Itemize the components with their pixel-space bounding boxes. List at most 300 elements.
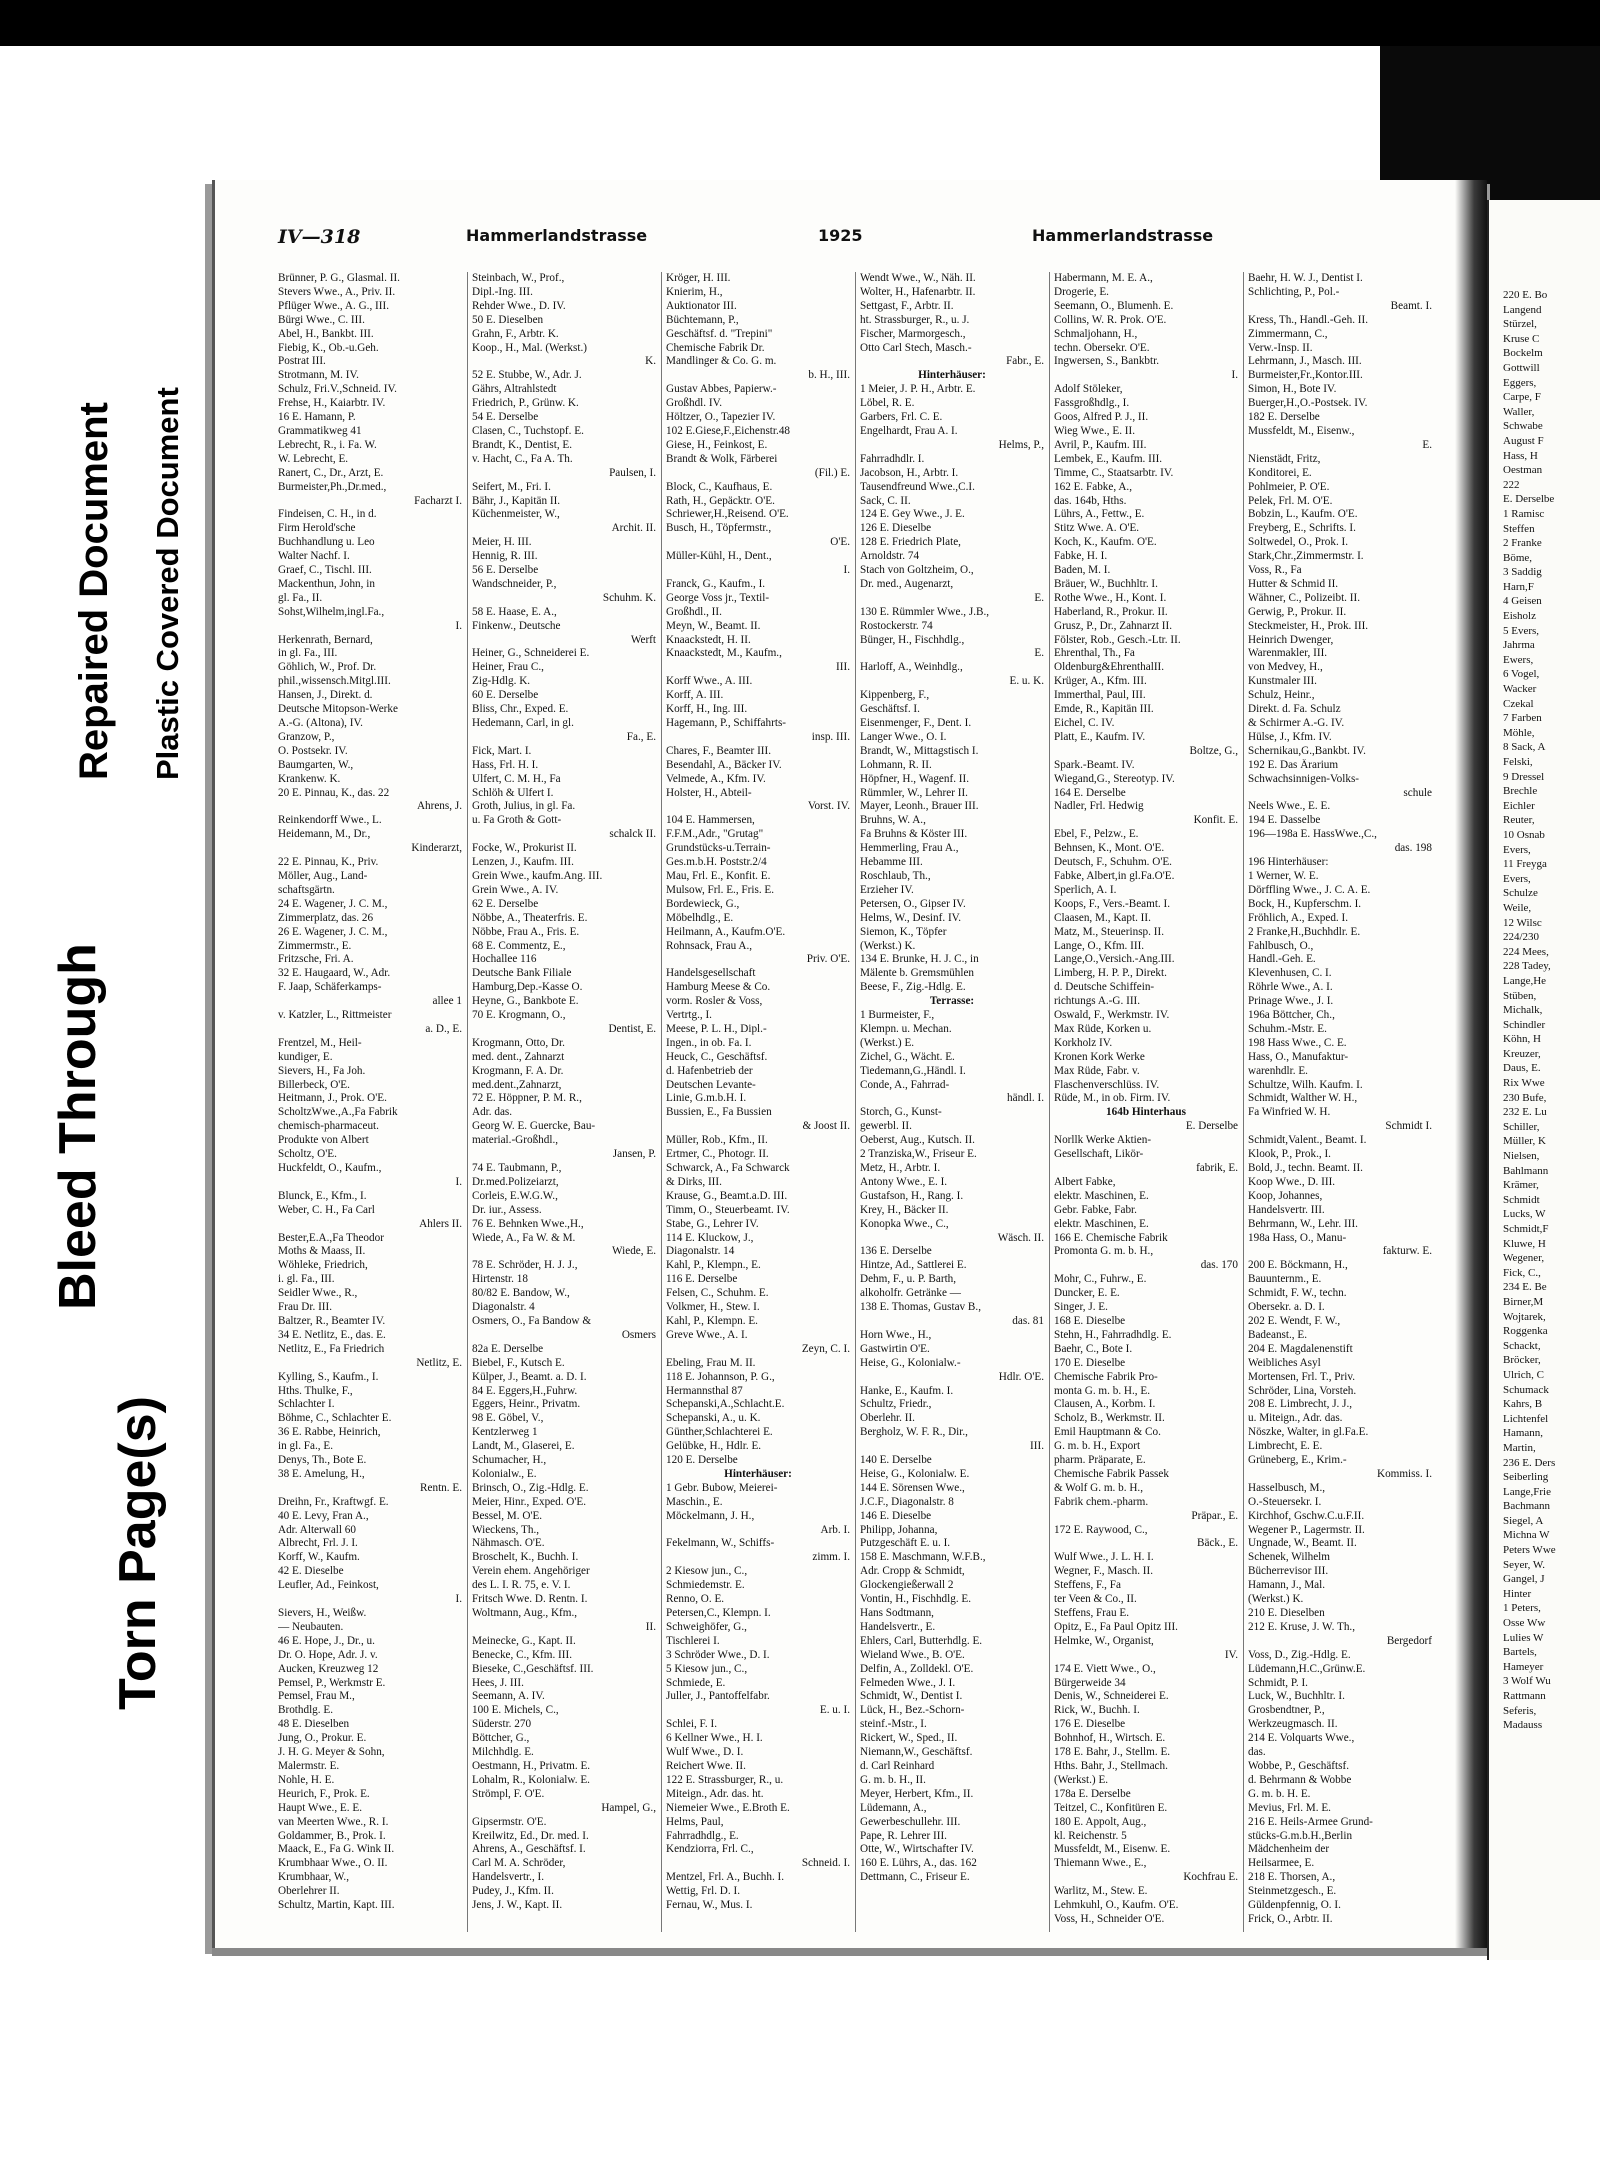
directory-entry: Heurich, F., Prok. E. bbox=[278, 1787, 370, 1800]
facing-page-entry: 10 Osnab bbox=[1503, 828, 1545, 841]
directory-entry: Mussfeldt, M., Eisenw., bbox=[1248, 424, 1355, 437]
directory-entry: Vontin, H., Fischhdlg. E. bbox=[860, 1593, 972, 1606]
directory-entry: Kolonialw., E. bbox=[472, 1467, 537, 1480]
directory-entry: gl. Fa., II. bbox=[278, 591, 323, 604]
directory-entry: Meier, H. III. bbox=[472, 536, 532, 549]
directory-entry: Dr.med.Polizeiarzt, bbox=[472, 1175, 559, 1188]
facing-page-entry: E. Derselbe bbox=[1503, 493, 1555, 506]
directory-entry: Schuhm. K. bbox=[602, 591, 656, 604]
directory-entry: 134 E. Brunke, H. J. C., in bbox=[860, 953, 979, 966]
directory-entry: Heuck, C., Geschäftsf. bbox=[666, 1050, 768, 1063]
directory-entry: Schmidt, F. W., techn. bbox=[1248, 1287, 1347, 1300]
directory-entry: Hirtenstr. 18 bbox=[472, 1273, 528, 1286]
directory-entry: Fa Winfried W. H. bbox=[1248, 1106, 1331, 1119]
directory-entry: Beese, F., Zig.-Hdlg. E. bbox=[860, 981, 966, 994]
directory-entry: Baehr, H. W. J., Dentist I. bbox=[1248, 272, 1363, 284]
facing-page-entry: Hameyer bbox=[1503, 1660, 1544, 1673]
directory-entry: Ungnade, W., Beamt. II. bbox=[1248, 1537, 1357, 1550]
directory-entry: Rüde, M., in ob. Firm. IV. bbox=[1054, 1092, 1171, 1105]
directory-entry: J.C.F., Diagonalstr. 8 bbox=[860, 1495, 954, 1508]
directory-entry: 172 E. Raywood, C., bbox=[1054, 1523, 1148, 1536]
directory-entry: Adolf Stöleker, bbox=[1054, 383, 1123, 396]
directory-entry: Möbelhdlg., E. bbox=[666, 911, 734, 924]
directory-entry: Wöhleke, Friedrich, bbox=[278, 1259, 368, 1272]
directory-entry: material.-Großhdl., bbox=[472, 1134, 559, 1147]
directory-entry: O'E. bbox=[830, 536, 850, 549]
directory-entry: Emil Hauptmann & Co. bbox=[1054, 1426, 1161, 1439]
directory-entry: II. bbox=[645, 1620, 656, 1633]
directory-entry: Ebel, F., Pelzw., E. bbox=[1054, 828, 1139, 841]
directory-entry: Hennig, R. III. bbox=[472, 550, 538, 563]
directory-entry: Kommiss. I. bbox=[1376, 1467, 1432, 1480]
facing-page-entry: Schackt, bbox=[1503, 1339, 1541, 1352]
directory-entry: George Voss jr., Textil- bbox=[666, 591, 770, 604]
directory-entry: Georg W. E. Guercke, Bau- bbox=[472, 1120, 596, 1133]
directory-entry: Jacobson, H., Arbtr. I. bbox=[860, 466, 959, 479]
directory-entry: Güldenpfennig, O. I. bbox=[1248, 1899, 1341, 1912]
directory-entry: Sohst,Wilhelm,ingl.Fa., bbox=[278, 605, 385, 618]
facing-page-entry: Martin, bbox=[1503, 1441, 1536, 1454]
side-label-torn-pages: Torn Page(s) bbox=[109, 1396, 167, 1710]
directory-entry: Delfin, A., Zolldekl. O'E. bbox=[860, 1662, 974, 1675]
directory-entry: Storch, G., Kunst- bbox=[860, 1106, 942, 1119]
directory-entry: Frau Dr. III. bbox=[278, 1301, 333, 1314]
directory-entry: Fekelmann, W., Schiffs- bbox=[666, 1537, 775, 1550]
directory-entry: 120 E. Derselbe bbox=[666, 1454, 738, 1467]
directory-entry: 136 E. Derselbe bbox=[860, 1245, 932, 1258]
column-rule bbox=[1243, 272, 1244, 1932]
facing-page-entry: Kluwe, H bbox=[1503, 1237, 1546, 1250]
directory-entry: J. H. G. Meyer & Sohn, bbox=[278, 1746, 385, 1759]
directory-entry: Schmidt I. bbox=[1385, 1120, 1432, 1133]
directory-entry: Wegner, F., Masch. II. bbox=[1054, 1565, 1154, 1578]
directory-entry: Bähr, J., Kapitän II. bbox=[472, 494, 561, 507]
directory-entry: 146 E. Dieselbe bbox=[860, 1509, 932, 1522]
directory-entry: Klook, P., Prok., I. bbox=[1248, 1148, 1331, 1161]
directory-entry: Steffens, Frau E. bbox=[1054, 1607, 1129, 1619]
directory-entry: Frehse, H., Kaiarbtr. IV. bbox=[278, 397, 386, 410]
directory-entry: Fassgroßhdlg., I. bbox=[1054, 397, 1130, 410]
directory-entry: Rohnsack, Frau A., bbox=[666, 939, 753, 952]
facing-page-entry: Schumack bbox=[1503, 1383, 1549, 1396]
directory-entry: Schmaljohann, H., bbox=[1054, 327, 1138, 340]
directory-entry: Dreihn, Fr., Kraftwgf. E. bbox=[278, 1495, 389, 1508]
directory-entry: Ebeling, Frau M. II. bbox=[666, 1356, 756, 1369]
directory-entry: Frick, O., Arbtr. II. bbox=[1248, 1912, 1333, 1925]
directory-entry: Rothe Wwe., H., Kont. I. bbox=[1054, 591, 1167, 604]
directory-entry: Hemmerling, Frau A., bbox=[860, 842, 959, 855]
directory-entry: d. Behrmann & Wobbe bbox=[1248, 1773, 1352, 1786]
directory-entry: Böhme, C., Schlachter E. bbox=[278, 1412, 392, 1425]
directory-entry: ter Veen & Co., II. bbox=[1054, 1593, 1137, 1606]
directory-entry: Brünner, P. G., Glasmal. II. bbox=[278, 272, 400, 284]
directory-entry: Kippenberg, F., bbox=[860, 689, 930, 702]
directory-entry: Meese, P. L. H., Dipl.- bbox=[666, 1022, 767, 1035]
directory-entry: Finkenw., Deutsche bbox=[472, 619, 561, 632]
directory-entry: 2 Kiesow jun., C., bbox=[666, 1565, 748, 1578]
directory-entry: Timme, C., Staatsarbtr. IV. bbox=[1054, 466, 1174, 479]
directory-entry: Zig-Hdlg. K. bbox=[472, 675, 531, 688]
directory-entry: 3 Schröder Wwe., D. I. bbox=[666, 1648, 770, 1661]
facing-page-entry: Eichler bbox=[1503, 799, 1535, 812]
directory-entry: Pape, R. Lehrer III. bbox=[860, 1829, 947, 1842]
directory-entry: Oeberst, Aug., Kutsch. II. bbox=[860, 1134, 975, 1147]
directory-entry: Max Rüde, Korken u. bbox=[1054, 1022, 1152, 1035]
directory-entry: Busch, H., Töpfermstr., bbox=[666, 522, 772, 535]
directory-entry: 58 E. Haase, E. A., bbox=[472, 605, 557, 618]
directory-entry: Günther,Schlachterei E. bbox=[666, 1426, 773, 1439]
directory-entry: Billerbeck, O'E. bbox=[278, 1078, 350, 1091]
directory-entry: Krey, H., Bäcker II. bbox=[860, 1203, 949, 1216]
directory-entry: Handelsgesellschaft bbox=[666, 967, 756, 980]
directory-entry: Hansen, J., Direkt. d. bbox=[278, 689, 373, 702]
directory-entry: Lührs, A., Fettw., E. bbox=[1054, 508, 1145, 521]
directory-entry: Hermannsthal 87 bbox=[666, 1384, 743, 1397]
directory-entry: Mandlinger & Co. G. m. bbox=[666, 355, 777, 368]
directory-entry: Schulz, Fri.V.,Schneid. IV. bbox=[278, 383, 397, 396]
facing-page-entry: 224 Mees, bbox=[1503, 945, 1549, 958]
directory-entry: A.-G. (Altona), IV. bbox=[278, 717, 363, 729]
directory-column-4 bbox=[860, 272, 1044, 1932]
directory-entry: Bergedorf bbox=[1386, 1634, 1432, 1647]
page-number: IV—318 bbox=[278, 226, 361, 248]
directory-entry: 192 E. Das Ärarium bbox=[1248, 758, 1339, 771]
facing-page-entry: Eggers, bbox=[1503, 376, 1537, 389]
directory-entry: Hedemann, Carl, in gl. bbox=[472, 717, 574, 729]
facing-page-entry: 224/230 bbox=[1503, 931, 1540, 944]
directory-entry: Kinderarzt, bbox=[411, 842, 462, 855]
directory-entry: 32 E. Haugaard, W., Adr. bbox=[278, 967, 391, 980]
directory-entry: Luck, W., Buchhltr. I. bbox=[1248, 1690, 1345, 1703]
column-rule bbox=[855, 272, 856, 1932]
directory-entry: Mädchenheim der bbox=[1248, 1843, 1330, 1856]
directory-entry: Badeanst., E. bbox=[1248, 1328, 1308, 1341]
directory-entry: Bieseke, C.,Geschäftsf. III. bbox=[472, 1662, 594, 1675]
directory-entry: Wolter, H., Hafenarbtr. II. bbox=[860, 285, 976, 298]
facing-page-entry: Bahlmann bbox=[1503, 1164, 1549, 1177]
directory-entry: das. 198 bbox=[1394, 842, 1432, 855]
directory-entry: Grusz, P., Dr., Zahnarzt II. bbox=[1054, 619, 1173, 632]
directory-entry: Voss, R., Fa bbox=[1248, 564, 1302, 577]
facing-page-entry: Carpe, F bbox=[1503, 391, 1541, 404]
directory-entry: Wäsch. II. bbox=[997, 1231, 1044, 1244]
directory-entry: Nöszke, Walter, in gl.Fa.E. bbox=[1248, 1426, 1369, 1439]
directory-entry: Hebamme III. bbox=[860, 856, 923, 869]
directory-entry: Ges.m.b.H. Poststr.2/4 bbox=[666, 856, 767, 869]
side-label-bleed-through: Bleed Through bbox=[49, 943, 107, 1310]
street-title-right: Hammerlandstrasse bbox=[1032, 226, 1214, 245]
directory-entry: Fabke, H. I. bbox=[1054, 550, 1108, 563]
directory-entry: Chemische Fabrik Pro- bbox=[1054, 1370, 1158, 1383]
directory-entry: 166 E. Chemische Fabrik bbox=[1054, 1231, 1168, 1244]
directory-entry: Schmidt, P. I. bbox=[1248, 1676, 1308, 1689]
directory-entry: Küchenmeister, W., bbox=[472, 508, 560, 521]
directory-entry: Malermstr. E. bbox=[278, 1759, 340, 1772]
facing-page-entry: Evers, bbox=[1503, 843, 1531, 856]
directory-entry: 102 E.Giese,F.,Eichenstr.48 bbox=[666, 424, 791, 437]
directory-entry: Grosbendtner, P., bbox=[1248, 1704, 1325, 1717]
facing-page-entry: Seyer, W. bbox=[1503, 1558, 1546, 1571]
directory-entry: Koops, F., Vers.-Beamt. I. bbox=[1054, 897, 1171, 910]
directory-entry: Lehrmann, J., Masch. III. bbox=[1248, 355, 1362, 368]
directory-entry: O.-Steuersekr. I. bbox=[1248, 1495, 1322, 1508]
directory-entry: das. 170 bbox=[1200, 1259, 1238, 1272]
directory-entry: Helms, W., Desinf. IV. bbox=[860, 911, 962, 924]
directory-entry: Bold, J., techn. Beamt. II. bbox=[1248, 1162, 1363, 1174]
directory-entry: 38 E. Amelung, H., bbox=[278, 1467, 365, 1480]
directory-entry: Gelübke, H., Hdlr. E. bbox=[666, 1440, 762, 1453]
directory-entry: Knaackstedt, H. II. bbox=[666, 633, 751, 646]
directory-entry: Niemeier Wwe., E.Broth E. bbox=[666, 1801, 790, 1814]
directory-entry: IV. bbox=[1224, 1648, 1238, 1661]
directory-entry: Konfit. E. bbox=[1193, 814, 1238, 827]
directory-entry: in gl. Fa., E. bbox=[278, 1440, 334, 1453]
directory-entry: E. Derselbe bbox=[1185, 1120, 1238, 1133]
directory-entry: E. u. K. bbox=[1009, 675, 1044, 688]
directory-entry: Wulf Wwe., J. L. H. I. bbox=[1054, 1551, 1154, 1564]
directory-entry: vorm. Rosler & Voss, bbox=[666, 995, 763, 1008]
directory-entry: 198a Hass, O., Manu- bbox=[1248, 1231, 1347, 1244]
street-title-left: Hammerlandstrasse bbox=[466, 226, 648, 245]
directory-entry: F.F.M.,Adr., "Grutag" bbox=[666, 828, 764, 841]
directory-entry: Mortensen, Frl. T., Priv. bbox=[1248, 1370, 1356, 1383]
directory-entry: Chares, F., Beamter III. bbox=[666, 744, 772, 757]
directory-entry: Fahrradhdlr. I. bbox=[860, 452, 925, 465]
directory-entry: Ranert, C., Dr., Arzt, E. bbox=[278, 466, 384, 479]
directory-entry: Meinecke, G., Kapt. II. bbox=[472, 1634, 576, 1647]
directory-entry: Voss, H., Schneider O'E. bbox=[1054, 1912, 1165, 1925]
facing-page-entry: Nielsen, bbox=[1503, 1150, 1540, 1163]
directory-entry: Hanke, E., Kaufm. I. bbox=[860, 1384, 954, 1397]
column-rule bbox=[467, 272, 468, 1932]
directory-entry: Fabr., E. bbox=[1006, 355, 1044, 368]
directory-entry: Heitmann, J., Prok. O'E. bbox=[278, 1092, 387, 1105]
directory-entry: Löbel, R. E. bbox=[860, 397, 915, 410]
directory-entry: E. bbox=[1034, 591, 1044, 604]
scan-border-top bbox=[0, 0, 1600, 46]
directory-entry: Krumbhaar, W., bbox=[278, 1871, 350, 1884]
directory-entry: Knaackstedt, M., Kaufm., bbox=[666, 647, 782, 660]
facing-page-entry: Seferis, bbox=[1503, 1704, 1537, 1717]
directory-entry: 196—198a E. HassWwe.,C., bbox=[1248, 828, 1377, 841]
directory-entry: Bordewieck, G., bbox=[666, 897, 740, 910]
book-gutter bbox=[1455, 180, 1487, 1950]
directory-entry: Sievers, H., Fa Joh. bbox=[278, 1064, 366, 1077]
facing-page-entry: Gottwill bbox=[1503, 361, 1540, 374]
directory-entry: I. bbox=[455, 1593, 462, 1606]
directory-entry: monta G. m. b. H., E. bbox=[1054, 1384, 1151, 1397]
facing-page-entry: Möhle, bbox=[1503, 726, 1535, 739]
directory-entry: Maack, E., Fa G. Wink II. bbox=[278, 1843, 395, 1856]
directory-entry: 118 E. Johannson, P. G., bbox=[666, 1370, 775, 1383]
directory-entry: Wieg Wwe., E. II. bbox=[1054, 424, 1136, 437]
directory-entry: schaftsgärtn. bbox=[278, 883, 335, 896]
directory-entry: Juller, J., Pantoffelfabr. bbox=[666, 1690, 770, 1703]
directory-entry: Stitz Wwe. A. O'E. bbox=[1054, 522, 1140, 535]
facing-page-entry: Wojtarek, bbox=[1503, 1310, 1546, 1323]
directory-entry: Schmidt, Walther W. H., bbox=[1248, 1092, 1358, 1105]
directory-entry: Wendt Wwe., W., Näh. II. bbox=[860, 272, 976, 284]
directory-entry: 114 E. Kluckow, J., bbox=[666, 1231, 754, 1244]
directory-entry: Eggers, Heinr., Privatm. bbox=[472, 1398, 581, 1411]
directory-entry: Tiedemann,G.,Händl. I. bbox=[860, 1064, 966, 1077]
directory-entry: Gipsermstr. O'E. bbox=[472, 1815, 547, 1828]
directory-entry: Volkmer, H., Stew. I. bbox=[666, 1301, 760, 1314]
directory-entry: Heise, G., Kolonialw. E. bbox=[860, 1467, 970, 1480]
directory-entry: Stark,Chr.,Zimmermstr. I. bbox=[1248, 550, 1364, 563]
directory-entry: 178a E. Derselbe bbox=[1054, 1787, 1131, 1800]
directory-entry: Oberlehrer II. bbox=[278, 1885, 340, 1898]
directory-entry: 84 E. Eggers,H.,Fuhrw. bbox=[472, 1384, 578, 1397]
directory-entry: Fritsch Wwe. D. Rentn. I. bbox=[472, 1593, 588, 1606]
directory-entry: Kentzlerweg 1 bbox=[472, 1426, 538, 1439]
directory-entry: Schmidt, W., Dentist I. bbox=[860, 1690, 963, 1703]
directory-entry: Besendahl, A., Bäcker IV. bbox=[666, 758, 782, 771]
directory-entry: Deutsch, F., Schuhm. O'E. bbox=[1054, 856, 1172, 869]
directory-entry: Kahl, P., Klempn. E. bbox=[666, 1314, 758, 1327]
directory-entry: Buchhandlung u. Leo bbox=[278, 536, 375, 549]
facing-page-entry: 3 Saddig bbox=[1503, 566, 1542, 579]
directory-entry: Denis, W., Schneiderei E. bbox=[1054, 1690, 1169, 1703]
facing-page-entry: Siegel, A bbox=[1503, 1514, 1544, 1527]
directory-entry: 62 E. Derselbe bbox=[472, 897, 539, 910]
directory-entry: Gustafson, H., Rang. I. bbox=[860, 1189, 964, 1202]
directory-entry: Abel, H., Bankbt. III. bbox=[278, 327, 374, 340]
directory-entry: Tischlerei I. bbox=[666, 1634, 720, 1647]
directory-entry: steinf.-Mstr., I. bbox=[860, 1718, 927, 1731]
directory-entry: Corleis, E.W.G.W., bbox=[472, 1189, 558, 1202]
directory-entry: Kröger, H. III. bbox=[666, 272, 731, 284]
facing-page-entry: Bachmann bbox=[1503, 1500, 1551, 1513]
directory-entry: 98 E. Göbel, V., bbox=[472, 1412, 544, 1425]
directory-entry: Zimmermstr., E. bbox=[278, 939, 352, 952]
directory-entry: Soltwedel, O., Prok. I. bbox=[1248, 536, 1349, 549]
directory-entry: Schumacher, H., bbox=[472, 1454, 547, 1467]
directory-entry: Wiede, E. bbox=[612, 1245, 656, 1258]
facing-page-entry: Ewers, bbox=[1503, 653, 1534, 666]
directory-entry: Flaschenverschlüss. IV. bbox=[1054, 1078, 1160, 1091]
directory-entry: Beamt. I. bbox=[1390, 299, 1432, 312]
directory-entry: fabrik, E. bbox=[1196, 1162, 1238, 1174]
directory-entry: 52 E. Stubbe, W., Adr. J. bbox=[472, 369, 582, 382]
directory-entry: Korff Wwe., A. III. bbox=[666, 675, 753, 688]
directory-entry: Sievers, H., Weißw. bbox=[278, 1607, 367, 1619]
directory-entry: Reichert Wwe. II. bbox=[666, 1759, 746, 1772]
directory-entry: Grüneberg, E., Krim.- bbox=[1248, 1454, 1347, 1467]
directory-entry: Lohalm, R., Kolonialw. E. bbox=[472, 1773, 590, 1786]
directory-entry: Handl.-Geh. E. bbox=[1248, 953, 1316, 966]
directory-entry: ht. Strassburger, R., u. J. bbox=[860, 313, 970, 326]
directory-entry: 200 E. Böckmann, H., bbox=[1248, 1259, 1348, 1272]
directory-entry: Reinkendorff Wwe., L. bbox=[278, 814, 382, 827]
directory-entry: Ehlers, Carl, Butterhdlg. E. bbox=[860, 1634, 983, 1647]
directory-entry: Konopka Wwe., C., bbox=[860, 1217, 949, 1230]
directory-entry: 50 E. Dieselben bbox=[472, 313, 544, 326]
facing-page-entry: 2 Franke bbox=[1503, 537, 1542, 550]
directory-entry: 16 E. Hamann, P. bbox=[278, 411, 356, 424]
directory-entry: pharm. Präparate, E. bbox=[1054, 1454, 1146, 1467]
facing-page-entry: Kreuzer, bbox=[1503, 1047, 1541, 1060]
directory-entry: Netlitz, E. bbox=[416, 1356, 462, 1369]
directory-entry: Meyer, Herbert, Kfm., II. bbox=[860, 1787, 974, 1800]
facing-page-entry: Lange,Frie bbox=[1503, 1485, 1551, 1498]
directory-entry: Rick, W., Buchh. I. bbox=[1054, 1704, 1140, 1717]
directory-entry: & Dirks, III. bbox=[666, 1175, 722, 1188]
directory-entry: 5 Kiesow jun., C., bbox=[666, 1662, 748, 1675]
directory-entry: i. gl. Fa., III. bbox=[278, 1273, 335, 1286]
directory-entry: Handelsvertr., E. bbox=[860, 1620, 936, 1633]
directory-entry: Krumbhaar Wwe., O. II. bbox=[278, 1857, 388, 1870]
directory-entry: Hinterhäuser: bbox=[918, 369, 986, 382]
facing-page-entry: Schwabe bbox=[1503, 420, 1543, 433]
directory-entry: Wandschneider, P., bbox=[472, 577, 557, 590]
directory-entry: 196a Böttcher, Ch., bbox=[1248, 1009, 1335, 1022]
facing-page-entry: Rix Wwe bbox=[1503, 1077, 1545, 1090]
directory-entry: Schlöh & Ulfert I. bbox=[472, 786, 554, 799]
directory-entry: Wulf Wwe., D. I. bbox=[666, 1746, 744, 1759]
directory-entry: Rümmler, W., Lehrer II. bbox=[860, 786, 968, 799]
directory-entry: Leufler, Ad., Feinkost, bbox=[278, 1579, 379, 1592]
facing-page-entry: Rattmann bbox=[1503, 1690, 1546, 1702]
directory-entry: Siemon, K., Töpfer bbox=[860, 925, 947, 938]
directory-entry: techn. Obersekr. O'E. bbox=[1054, 341, 1150, 354]
directory-entry: 100 E. Michels, C., bbox=[472, 1704, 559, 1717]
directory-entry: Seidler Wwe., R., bbox=[278, 1287, 358, 1300]
directory-entry: Huckfeldt, O., Kaufm., bbox=[278, 1162, 382, 1174]
directory-entry: 160 E. Lührs, A., das. 162 bbox=[860, 1857, 977, 1870]
directory-entry: Hamann, J., Mal. bbox=[1248, 1579, 1326, 1592]
directory-entry: Schulz, Heinr., bbox=[1248, 689, 1315, 702]
directory-entry: Thiemann Wwe., E., bbox=[1054, 1857, 1147, 1870]
facing-page-entry: 236 E. Ders bbox=[1503, 1456, 1556, 1469]
directory-entry: Heyne, G., Bankbote E. bbox=[472, 995, 579, 1008]
directory-entry: 6 Kellner Wwe., H. I. bbox=[666, 1732, 763, 1745]
page-bottom-edge bbox=[212, 1948, 1487, 1956]
facing-page-entry: Peters Wwe bbox=[1503, 1544, 1556, 1557]
directory-entry: Carl M. A. Schröder, bbox=[472, 1857, 566, 1870]
directory-entry: Postrat III. bbox=[278, 355, 326, 368]
directory-entry: Schultz, Martin, Kapt. III. bbox=[278, 1899, 395, 1912]
directory-entry: Burmeister,Ph.,Dr.med., bbox=[278, 480, 387, 493]
directory-entry: Clasen, C., Tuchstopf. E. bbox=[472, 424, 584, 437]
facing-page-entry: 1 Peters, bbox=[1503, 1602, 1541, 1615]
directory-entry: Norllk Werke Aktien- bbox=[1054, 1134, 1152, 1147]
facing-page-entry: Bartels, bbox=[1503, 1646, 1537, 1659]
directory-entry: chemisch-pharmaceut. bbox=[278, 1120, 379, 1133]
directory-entry: 104 E. Hammersen, bbox=[666, 814, 755, 827]
directory-entry: Schepanski, A., u. K. bbox=[666, 1412, 761, 1425]
directory-entry: 144 E. Sörensen Wwe., bbox=[860, 1481, 965, 1494]
directory-entry: Ahlers II. bbox=[419, 1217, 462, 1230]
directory-entry: 138 E. Thomas, Gustav B., bbox=[860, 1301, 981, 1314]
directory-entry: Helmke, W., Organist, bbox=[1054, 1634, 1154, 1647]
directory-entry: Knierim, H., bbox=[666, 285, 723, 298]
directory-entry: v. Hacht, C., Fa A. Th. bbox=[472, 452, 573, 465]
directory-entry: Handelsvertr., I. bbox=[472, 1871, 545, 1884]
directory-entry: Oldenburg&EhrenthalII. bbox=[1054, 661, 1165, 674]
facing-page-entry: Lichtenfel bbox=[1503, 1412, 1549, 1425]
directory-entry: händl. I. bbox=[1007, 1092, 1044, 1105]
directory-entry: Albert Fabke, bbox=[1054, 1175, 1116, 1188]
directory-entry: Pudey, J., Kfm. II. bbox=[472, 1885, 554, 1898]
directory-entry: W. Lebrecht, E. bbox=[278, 452, 349, 465]
directory-entry: Sperlich, A. I. bbox=[1054, 883, 1117, 896]
facing-page-entry: Michna W bbox=[1503, 1529, 1550, 1542]
directory-entry: — Neubauten. bbox=[278, 1620, 344, 1633]
directory-entry: Hinterhäuser: bbox=[724, 1467, 792, 1480]
directory-entry: Lenzen, J., Kaufm. III. bbox=[472, 856, 574, 869]
directory-entry: Brinsch, O., Zig.-Hdlg. E. bbox=[472, 1481, 589, 1494]
